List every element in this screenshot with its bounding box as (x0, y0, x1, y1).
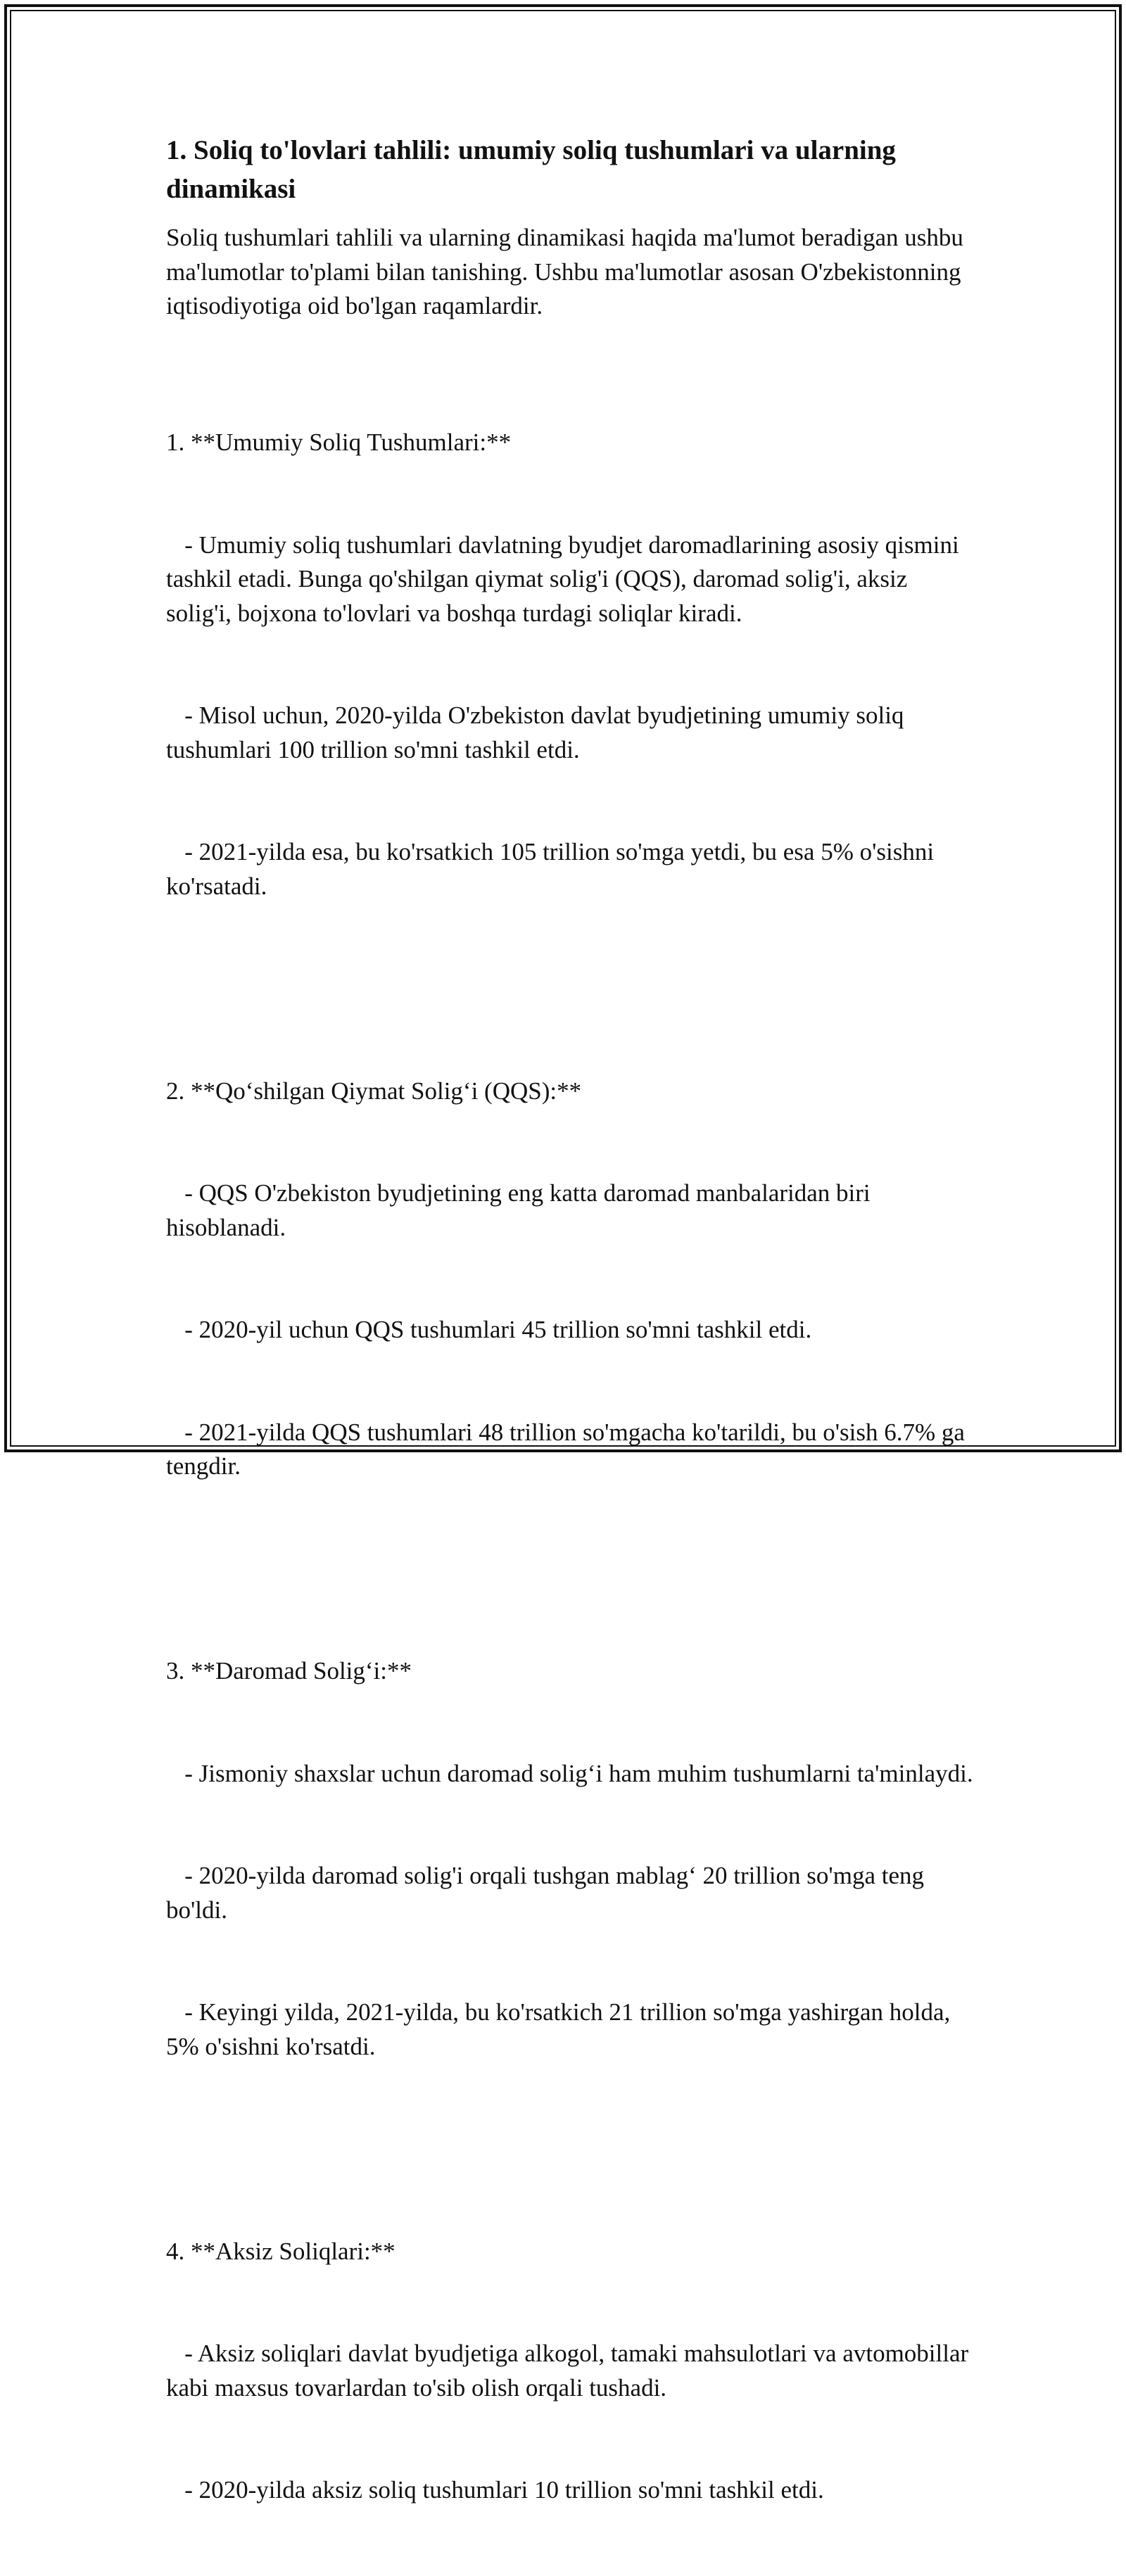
section-heading: 2. **Qo‘shilgan Qiymat Solig‘i (QQS):** (166, 1077, 582, 1105)
section-heading: 4. **Aksiz Soliqlari:** (166, 2237, 396, 2265)
section-bullet: - 2020-yilda aksiz soliq tushumlari 10 trillion so'mni tashkil etdi. (166, 2476, 824, 2504)
section-bullet: - 2021-yilda esa, bu ko'rsatkich 105 trillion so'mga yetdi, bu esa 5% o'sishni ko'rsatadi. (166, 838, 940, 900)
section-umumiy-soliq (166, 357, 975, 972)
section-bullet: - Umumiy soliq tushumlari davlatning byudjet daromadlarining asosiy qismini tashkil etadi. Bunga qo'shilgan qiymat solig'i (QQS), daromad solig'i, aksiz solig'i, bojxona to'lovlari va boshqa turdagi soliqlar kiradi. (166, 531, 966, 627)
section-bullet: - 2021-yilda QQS tushumlari 48 trillion so'mgacha ko'tarildi, bu o'sish 6.7% ga tengdir. (166, 1418, 971, 1480)
section-bullet: - Aksiz soliqlari davlat byudjetiga alkogol, tamaki mahsulotlari va avtomobillar kabi maxsus tovarlardan to'sib olish orqali tushadi. (166, 2340, 975, 2401)
document-body (166, 131, 975, 2576)
section-daromad-solig (166, 1586, 975, 2132)
section-bullet: - Jismoniy shaxslar uchun daromad solig‘i ham muhim tushumlarni ta'minlaydi. (166, 1759, 973, 1787)
document-title: 1. Soliq to'lovlari tahlili: umumiy soliq tushumlari va ularning dinamikasi (166, 135, 903, 204)
section-bullet: - Misol uchun, 2020-yilda O'zbekiston davlat byudjetining umumiy soliq tushumlari 100 trillion so'mni tashkil etdi. (166, 702, 911, 763)
section-heading: 1. **Umumiy Soliq Tushumlari:** (166, 429, 512, 456)
section-bullet: - Keyingi yilda, 2021-yilda, bu ko'rsatkich 21 trillion so'mga yashirgan holda, 5% o'sishni ko'rsatdi. (166, 1998, 957, 2060)
section-aksiz-soliqlari (166, 2166, 975, 2576)
section-bullet: - QQS O'zbekiston byudjetining eng katta daromad manbalaridan biri hisoblanadi. (166, 1179, 877, 1241)
intro-paragraph: Soliq tushumlari tahlili va ularning dinamikasi haqida ma'lumot beradigan ushbu ma'lumotlar to'plami bilan tanishing. Ushbu ma'lumotlar asosan O'zbekistonning iqtisodiyotiga oid bo'lgan raqamlardir. (166, 224, 970, 319)
section-bullet: - 2020-yilda daromad solig'i orqali tushgan mablag‘ 20 trillion so'mga teng bo'ldi. (166, 1862, 930, 1924)
section-qqs (166, 1006, 975, 1552)
section-heading: 3. **Daromad Solig‘i:** (166, 1657, 412, 1684)
section-bullet: - 2020-yil uchun QQS tushumlari 45 trillion so'mni tashkil etdi. (166, 1316, 812, 1343)
